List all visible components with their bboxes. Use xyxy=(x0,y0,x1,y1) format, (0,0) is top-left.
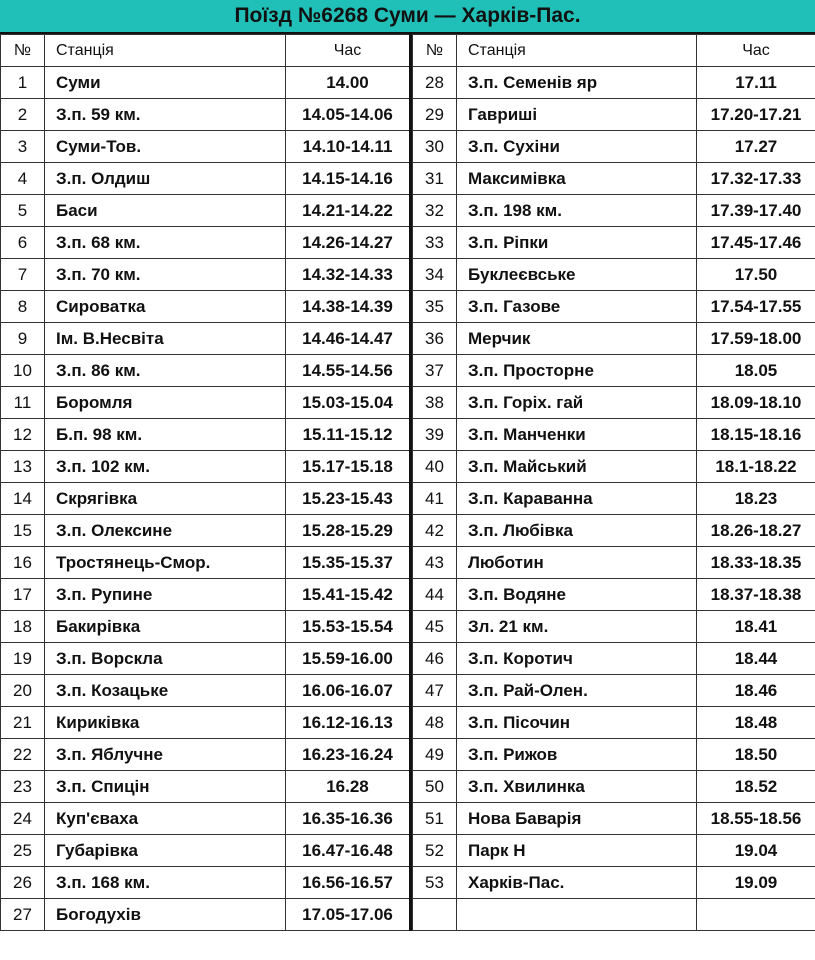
stop-number: 9 xyxy=(1,323,45,355)
stop-time: 19.04 xyxy=(697,835,815,867)
stop-number: 48 xyxy=(413,707,457,739)
stop-number: 47 xyxy=(413,675,457,707)
table-row xyxy=(413,355,815,387)
stop-number: 51 xyxy=(413,803,457,835)
table-row xyxy=(1,451,411,483)
station-name: З.п. Водяне xyxy=(457,579,697,611)
station-name: З.п. Коротич xyxy=(457,643,697,675)
table-row xyxy=(1,867,411,899)
station-name: З.п. Ворскла xyxy=(45,643,286,675)
stop-time: 14.32-14.33 xyxy=(286,259,411,291)
stop-number: 29 xyxy=(413,99,457,131)
stop-time: 15.35-15.37 xyxy=(286,547,411,579)
stop-time: 18.52 xyxy=(697,771,815,803)
stop-time: 18.05 xyxy=(697,355,815,387)
table-row xyxy=(1,259,411,291)
stop-number: 19 xyxy=(1,643,45,675)
schedule-table-right xyxy=(412,34,815,931)
station-name: Гавриші xyxy=(457,99,697,131)
station-name: Парк Н xyxy=(457,835,697,867)
station-name: З.п. 102 км. xyxy=(45,451,286,483)
stop-time: 17.45-17.46 xyxy=(697,227,815,259)
stop-time: 14.46-14.47 xyxy=(286,323,411,355)
table-row xyxy=(413,131,815,163)
table-row xyxy=(413,611,815,643)
stop-number: 22 xyxy=(1,739,45,771)
table-row xyxy=(1,803,411,835)
station-name: Баси xyxy=(45,195,286,227)
table-row xyxy=(413,835,815,867)
station-name: Тростянець-Смор. xyxy=(45,547,286,579)
table-row xyxy=(413,739,815,771)
stop-number: 24 xyxy=(1,803,45,835)
stop-time: 16.28 xyxy=(286,771,411,803)
station-name xyxy=(457,899,697,931)
table-row xyxy=(1,195,411,227)
station-name: Куп'єваха xyxy=(45,803,286,835)
station-name: З.п. Майський xyxy=(457,451,697,483)
table-row xyxy=(413,67,815,99)
table-row xyxy=(1,547,411,579)
table-row xyxy=(413,195,815,227)
stop-number: 21 xyxy=(1,707,45,739)
station-name: Губарівка xyxy=(45,835,286,867)
station-name: З.п. Манченки xyxy=(457,419,697,451)
stop-time: 14.15-14.16 xyxy=(286,163,411,195)
station-name: З.п. 86 км. xyxy=(45,355,286,387)
station-name: З.п. Горіх. гай xyxy=(457,387,697,419)
station-name: З.п. Рижов xyxy=(457,739,697,771)
stop-number: 41 xyxy=(413,483,457,515)
table-row xyxy=(413,99,815,131)
stop-number: 30 xyxy=(413,131,457,163)
header-num: № xyxy=(1,35,45,67)
stop-time: 14.55-14.56 xyxy=(286,355,411,387)
stop-number: 8 xyxy=(1,291,45,323)
station-name: Ім. В.Несвіта xyxy=(45,323,286,355)
stop-time: 16.23-16.24 xyxy=(286,739,411,771)
table-row xyxy=(413,579,815,611)
station-name: З.п. Пісочин xyxy=(457,707,697,739)
table-row xyxy=(1,675,411,707)
table-row xyxy=(1,291,411,323)
table-row xyxy=(1,419,411,451)
stop-number: 39 xyxy=(413,419,457,451)
stop-time: 18.26-18.27 xyxy=(697,515,815,547)
station-name: З.п. Просторне xyxy=(457,355,697,387)
table-row xyxy=(1,323,411,355)
stop-number: 5 xyxy=(1,195,45,227)
station-name: З.п. Сухіни xyxy=(457,131,697,163)
stop-number: 1 xyxy=(1,67,45,99)
table-row xyxy=(413,771,815,803)
table-row xyxy=(1,387,411,419)
stop-time: 17.27 xyxy=(697,131,815,163)
station-name: Нова Баварія xyxy=(457,803,697,835)
table-row xyxy=(1,163,411,195)
station-name: Скрягівка xyxy=(45,483,286,515)
stop-number: 38 xyxy=(413,387,457,419)
station-name: Максимівка xyxy=(457,163,697,195)
stop-number: 6 xyxy=(1,227,45,259)
station-name: Б.п. 98 км. xyxy=(45,419,286,451)
stop-number: 52 xyxy=(413,835,457,867)
table-row xyxy=(413,515,815,547)
stop-number: 2 xyxy=(1,99,45,131)
stop-number: 44 xyxy=(413,579,457,611)
stop-time: 17.11 xyxy=(697,67,815,99)
table-row xyxy=(1,643,411,675)
stop-time: 17.05-17.06 xyxy=(286,899,411,931)
stop-number: 23 xyxy=(1,771,45,803)
station-name: З.п. Газове xyxy=(457,291,697,323)
stop-time: 18.1-18.22 xyxy=(697,451,815,483)
station-name: З.п. Олексине xyxy=(45,515,286,547)
stop-time: 18.37-18.38 xyxy=(697,579,815,611)
stop-number: 35 xyxy=(413,291,457,323)
table-row xyxy=(413,451,815,483)
table-row xyxy=(413,259,815,291)
stop-time: 15.53-15.54 xyxy=(286,611,411,643)
stop-time: 18.09-18.10 xyxy=(697,387,815,419)
stop-number: 3 xyxy=(1,131,45,163)
stop-time: 18.55-18.56 xyxy=(697,803,815,835)
stop-number: 14 xyxy=(1,483,45,515)
table-row xyxy=(1,835,411,867)
stop-time: 14.00 xyxy=(286,67,411,99)
stop-time: 18.44 xyxy=(697,643,815,675)
stop-time: 18.48 xyxy=(697,707,815,739)
header-row xyxy=(1,35,411,67)
stop-number: 17 xyxy=(1,579,45,611)
header-station: Станція xyxy=(457,35,697,67)
stop-time: 17.32-17.33 xyxy=(697,163,815,195)
table-row xyxy=(1,227,411,259)
stop-number: 11 xyxy=(1,387,45,419)
stop-number: 7 xyxy=(1,259,45,291)
stop-time: 17.54-17.55 xyxy=(697,291,815,323)
stop-number: 42 xyxy=(413,515,457,547)
stop-number: 31 xyxy=(413,163,457,195)
header-row xyxy=(413,35,815,67)
table-row xyxy=(1,739,411,771)
stop-number: 34 xyxy=(413,259,457,291)
stop-time: 16.12-16.13 xyxy=(286,707,411,739)
table-row xyxy=(413,387,815,419)
header-time: Час xyxy=(697,35,815,67)
table-row xyxy=(1,483,411,515)
stop-number: 16 xyxy=(1,547,45,579)
station-name: З.п. Спицін xyxy=(45,771,286,803)
station-name: З.п. 168 км. xyxy=(45,867,286,899)
station-name: Буклеєвське xyxy=(457,259,697,291)
stop-time: 18.50 xyxy=(697,739,815,771)
stop-time: 17.59-18.00 xyxy=(697,323,815,355)
table-row xyxy=(413,547,815,579)
station-name: Сироватка xyxy=(45,291,286,323)
stop-time: 18.15-18.16 xyxy=(697,419,815,451)
stop-time: 15.03-15.04 xyxy=(286,387,411,419)
table-row xyxy=(1,771,411,803)
table-row xyxy=(1,131,411,163)
station-name: З.п. Караванна xyxy=(457,483,697,515)
station-name: З.п. Ріпки xyxy=(457,227,697,259)
stop-number: 15 xyxy=(1,515,45,547)
station-name: З.п. 59 км. xyxy=(45,99,286,131)
station-name: Суми xyxy=(45,67,286,99)
station-name: Суми-Тов. xyxy=(45,131,286,163)
station-name: З.п. Хвилинка xyxy=(457,771,697,803)
station-name: Кириківка xyxy=(45,707,286,739)
table-row xyxy=(413,643,815,675)
station-name: З.п. 68 км. xyxy=(45,227,286,259)
station-name: Зл. 21 км. xyxy=(457,611,697,643)
stop-time: 16.06-16.07 xyxy=(286,675,411,707)
stop-time: 15.11-15.12 xyxy=(286,419,411,451)
stop-number: 53 xyxy=(413,867,457,899)
table-row xyxy=(413,291,815,323)
stop-time: 16.35-16.36 xyxy=(286,803,411,835)
table-row xyxy=(1,67,411,99)
stop-time: 18.23 xyxy=(697,483,815,515)
station-name: З.п. Семенів яр xyxy=(457,67,697,99)
page-title: Поїзд №6268 Суми — Харків-Пас. xyxy=(0,0,815,34)
station-name: З.п. Рупине xyxy=(45,579,286,611)
table-row xyxy=(413,483,815,515)
table-row xyxy=(413,419,815,451)
stop-number: 13 xyxy=(1,451,45,483)
station-name: З.п. Козацьке xyxy=(45,675,286,707)
stop-time: 14.05-14.06 xyxy=(286,99,411,131)
station-name: З.п. Яблучне xyxy=(45,739,286,771)
header-station: Станція xyxy=(45,35,286,67)
stop-number: 32 xyxy=(413,195,457,227)
table-row xyxy=(413,323,815,355)
station-name: Харків-Пас. xyxy=(457,867,697,899)
station-name: Боромля xyxy=(45,387,286,419)
stop-time: 14.26-14.27 xyxy=(286,227,411,259)
stop-time: 17.50 xyxy=(697,259,815,291)
stop-number xyxy=(413,899,457,931)
stop-time: 15.41-15.42 xyxy=(286,579,411,611)
stop-number: 4 xyxy=(1,163,45,195)
stop-number: 28 xyxy=(413,67,457,99)
table-row xyxy=(1,355,411,387)
station-name: Мерчик xyxy=(457,323,697,355)
stop-time: 15.28-15.29 xyxy=(286,515,411,547)
stop-time: 14.21-14.22 xyxy=(286,195,411,227)
stop-number: 18 xyxy=(1,611,45,643)
stop-number: 45 xyxy=(413,611,457,643)
stop-number: 33 xyxy=(413,227,457,259)
table-row xyxy=(1,707,411,739)
stop-time: 18.33-18.35 xyxy=(697,547,815,579)
stop-number: 20 xyxy=(1,675,45,707)
table-row xyxy=(413,227,815,259)
table-row xyxy=(1,579,411,611)
stop-number: 12 xyxy=(1,419,45,451)
table-row xyxy=(413,675,815,707)
table-row xyxy=(1,99,411,131)
stop-time: 17.39-17.40 xyxy=(697,195,815,227)
table-row xyxy=(1,899,411,931)
header-time: Час xyxy=(286,35,411,67)
table-row xyxy=(413,803,815,835)
stop-time: 16.47-16.48 xyxy=(286,835,411,867)
table-row xyxy=(413,899,815,931)
stop-number: 50 xyxy=(413,771,457,803)
table-row xyxy=(1,611,411,643)
station-name: Бакирівка xyxy=(45,611,286,643)
station-name: Люботин xyxy=(457,547,697,579)
table-row xyxy=(413,707,815,739)
stop-time: 18.46 xyxy=(697,675,815,707)
stop-time: 16.56-16.57 xyxy=(286,867,411,899)
stop-time: 15.17-15.18 xyxy=(286,451,411,483)
stop-number: 40 xyxy=(413,451,457,483)
stop-number: 43 xyxy=(413,547,457,579)
station-name: З.п. Олдиш xyxy=(45,163,286,195)
stop-number: 46 xyxy=(413,643,457,675)
stop-time: 15.59-16.00 xyxy=(286,643,411,675)
table-row xyxy=(1,515,411,547)
table-row xyxy=(413,867,815,899)
stop-number: 49 xyxy=(413,739,457,771)
stop-number: 26 xyxy=(1,867,45,899)
stop-time: 15.23-15.43 xyxy=(286,483,411,515)
stop-time xyxy=(697,899,815,931)
header-num: № xyxy=(413,35,457,67)
stop-number: 36 xyxy=(413,323,457,355)
station-name: З.п. Рай-Олен. xyxy=(457,675,697,707)
station-name: З.п. Любівка xyxy=(457,515,697,547)
schedule-table-left xyxy=(0,34,412,931)
stop-number: 27 xyxy=(1,899,45,931)
station-name: З.п. 70 км. xyxy=(45,259,286,291)
stop-time: 14.38-14.39 xyxy=(286,291,411,323)
table-row xyxy=(413,163,815,195)
stop-time: 18.41 xyxy=(697,611,815,643)
station-name: З.п. 198 км. xyxy=(457,195,697,227)
stop-number: 37 xyxy=(413,355,457,387)
stop-number: 25 xyxy=(1,835,45,867)
station-name: Богодухів xyxy=(45,899,286,931)
stop-number: 10 xyxy=(1,355,45,387)
stop-time: 14.10-14.11 xyxy=(286,131,411,163)
stop-time: 17.20-17.21 xyxy=(697,99,815,131)
stop-time: 19.09 xyxy=(697,867,815,899)
